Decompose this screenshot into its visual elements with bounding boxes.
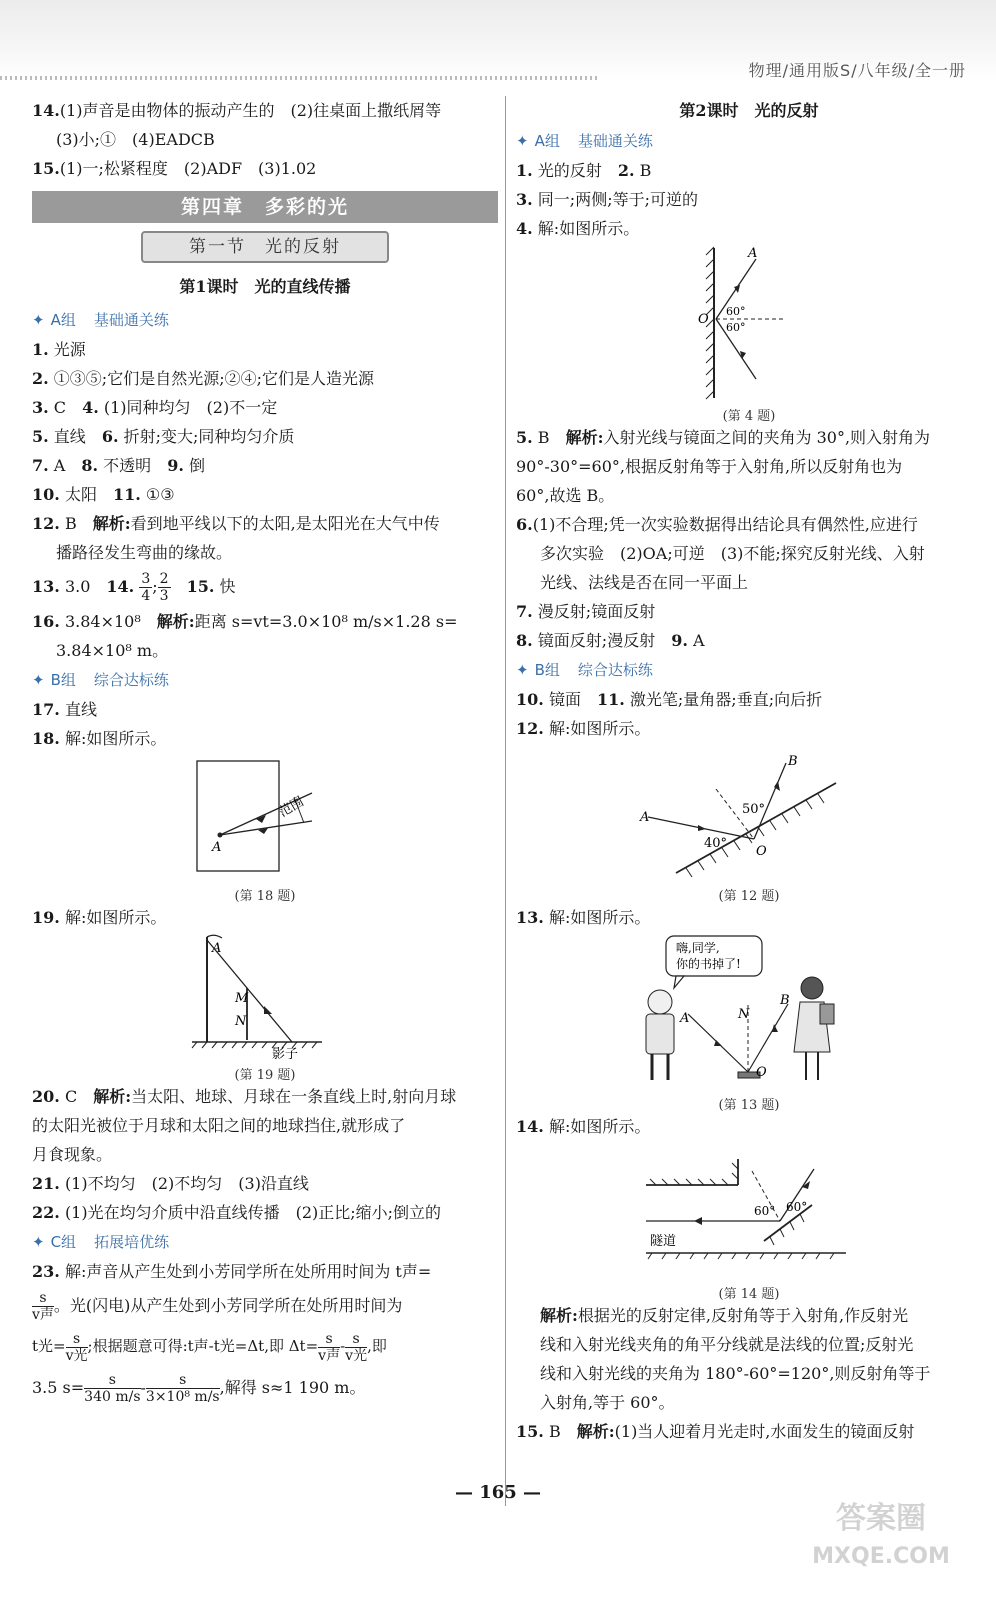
answer-r6-cont1: 多次实验 (2)OA;可逆 (3)不能;探究反射光线、入射 xyxy=(540,544,925,563)
svg-text:M: M xyxy=(235,991,249,1006)
answer-r5: 5. B 解析:入射光线与镜面之间的夹角为 30°,则入射角为 xyxy=(516,428,931,447)
group-b-header-right: ✦ B组 综合达标练 xyxy=(516,661,653,679)
answer-r14-cont2: 线和入射光线的夹角为 180°-60°=120°,则反射角等于 xyxy=(540,1364,931,1383)
answer-14: 14.(1)声音是由物体的振动产生的 (2)往桌面上撒纸屑等 xyxy=(32,101,442,120)
diamond-icon: ✦ xyxy=(516,661,529,679)
chapter-title: 第四章 多彩的光 xyxy=(32,191,498,223)
figure-12 xyxy=(516,743,982,903)
answer-1: 1. 光源 xyxy=(32,340,86,359)
answer-12-cont: 播路径发生弯曲的缘故。 xyxy=(56,543,233,562)
answer-r5-cont1: 90°-30°=60°,根据反射角等于入射角,所以反射角也为 xyxy=(516,457,903,476)
answer-12: 12. B 解析:看到地平线以下的太阳,是太阳光在大气中传 xyxy=(32,514,440,533)
answer-10-11: 10. 太阳 11. ①③ xyxy=(32,485,175,504)
answer-15: 15.(1)一;松紧程度 (2)ADF (3)1.02 xyxy=(32,159,317,178)
section-title: 第一节 光的反射 xyxy=(141,231,389,263)
fraction: $\frac{s}{340 m/s}$ xyxy=(84,1372,141,1405)
answer-21: 21. (1)不均匀 (2)不均匀 (3)沿直线 xyxy=(32,1174,309,1193)
left-column xyxy=(32,96,498,1410)
svg-text:N: N xyxy=(738,1007,750,1022)
answer-r6-cont2: 光线、法线是否在同一平面上 xyxy=(540,573,749,592)
answer-r13: 13. 解:如图所示。 xyxy=(516,908,651,927)
svg-text:O: O xyxy=(756,1065,767,1080)
answer-23-cont1: $\frac{s}{\text{v声}}$ 。光(闪电)从产生处到小芳同学所在处所用时间为 xyxy=(32,1290,403,1323)
answer-r7: 7. 漫反射;镜面反射 xyxy=(516,602,656,621)
figure-4 xyxy=(516,243,982,423)
answer-20-cont1: 的太阳光被位于月球和太阳之间的地球挡住,就形成了 xyxy=(32,1116,406,1135)
group-c-header: ✦ C组 拓展培优练 xyxy=(32,1233,170,1251)
answer-r4: 4. 解:如图所示。 xyxy=(516,219,640,238)
lesson-2-title: 第2课时 光的反射 xyxy=(679,101,819,120)
figure-13-caption: (第 13 题) xyxy=(718,1098,780,1113)
svg-text:隧道: 隧道 xyxy=(650,1234,677,1249)
svg-text:60°: 60° xyxy=(786,1200,808,1214)
group-a-header: ✦ A组 基础通关练 xyxy=(32,311,169,329)
answer-r6: 6.(1)不合理;凭一次实验数据得出结论具有偶然性,应进行 xyxy=(516,515,918,534)
group-a-header-right: ✦ A组 基础通关练 xyxy=(516,132,653,150)
answer-23-cont3: 3.5 s= $\frac{s}{340 m/s}$ - $\frac{s}{\text{3×10⁸ m/s}}$ ,解得 s≈1 190 m。 xyxy=(32,1372,366,1405)
answer-19: 19. 解:如图所示。 xyxy=(32,908,167,927)
figure-12-diagram xyxy=(516,743,982,883)
figure-4-caption: (第 4 题) xyxy=(722,409,776,424)
answer-18: 18. 解:如图所示。 xyxy=(32,729,167,748)
svg-text:60°: 60° xyxy=(726,305,746,318)
figure-19-caption: (第 19 题) xyxy=(234,1068,296,1083)
answer-2: 2. ①③⑤;它们是自然光源;②④;它们是人造光源 xyxy=(32,369,374,388)
answer-16-cont: 3.84×10⁸ m。 xyxy=(56,641,169,660)
answer-r14-cont1: 线和入射光线夹角的角平分线就是法线的位置;反射光 xyxy=(540,1335,914,1354)
figure-18-caption: (第 18 题) xyxy=(234,889,296,904)
diamond-icon: ✦ xyxy=(32,1233,45,1251)
figure-14 xyxy=(516,1141,982,1301)
answer-17: 17. 直线 xyxy=(32,700,97,719)
diamond-icon: ✦ xyxy=(516,132,529,150)
group-b-header: ✦ B组 综合达标练 xyxy=(32,671,169,689)
figure-12-caption: (第 12 题) xyxy=(718,889,780,904)
svg-text:40°: 40° xyxy=(704,836,728,851)
figure-14-diagram xyxy=(516,1141,982,1281)
watermark-text: 答案圈 xyxy=(836,1501,926,1536)
answer-r14-analysis: 解析:根据光的反射定律,反射角等于入射角,作反射光 xyxy=(540,1306,909,1325)
answer-r8-9: 8. 镜面反射;漫反射 9. A xyxy=(516,631,705,650)
svg-text:O: O xyxy=(698,312,709,327)
answer-5-6: 5. 直线 6. 折射;变大;同种均匀介质 xyxy=(32,427,295,446)
watermark-url: MXQE.COM xyxy=(812,1544,950,1569)
figure-19-diagram xyxy=(32,932,498,1062)
svg-text:60°: 60° xyxy=(726,321,746,334)
figure-18-diagram xyxy=(32,753,498,883)
watermark-logo xyxy=(786,1500,976,1580)
answer-7-9: 7. A 8. 不透明 9. 倒 xyxy=(32,456,206,475)
answer-r10-11: 10. 镜面 11. 激光笔;量角器;垂直;向后折 xyxy=(516,690,823,709)
running-header: 物理/通用版S/八年级/全一册 xyxy=(748,61,966,80)
answer-22: 22. (1)光在均匀介质中沿直线传播 (2)正比;缩小;倒立的 xyxy=(32,1203,442,1222)
figure-19 xyxy=(32,932,498,1082)
figure-18 xyxy=(32,753,498,903)
svg-text:O: O xyxy=(756,844,767,859)
svg-text:范围: 范围 xyxy=(276,794,307,821)
lesson-title: 第1课时 光的直线传播 xyxy=(179,277,351,296)
svg-text:影子: 影子 xyxy=(272,1047,299,1062)
answer-20-cont2: 月食现象。 xyxy=(32,1145,113,1164)
fraction: $\frac{2}{3}$ xyxy=(159,571,169,604)
svg-text:A: A xyxy=(212,840,222,855)
answer-16: 16. 3.84×10⁸ 解析:距离 s=vt=3.0×10⁸ m/s×1.28 s= xyxy=(32,612,458,631)
svg-text:你的书掉了!: 你的书掉了! xyxy=(676,957,741,971)
right-column xyxy=(516,96,982,1446)
answer-r14-cont3: 入射角,等于 60°。 xyxy=(540,1393,675,1412)
answer-20: 20. C 解析:当太阳、地球、月球在一条直线上时,射向月球 xyxy=(32,1087,457,1106)
page-number: — 165 — xyxy=(454,1482,542,1503)
svg-text:A: A xyxy=(680,1011,690,1026)
answer-r12: 12. 解:如图所示。 xyxy=(516,719,651,738)
answer-r5-cont2: 60°,故选 B。 xyxy=(516,486,615,505)
answer-13-15: 13. 3.0 14. $\frac{3}{4}$ ; $\frac{2}{3}$ 15. 快 xyxy=(32,571,236,604)
answer-r1-2: 1. 光的反射 2. B xyxy=(516,161,652,180)
answer-3-4: 3. C 4. (1)同种均匀 (2)不一定 xyxy=(32,398,278,417)
fraction: $\frac{s}{\text{v光}}$ xyxy=(65,1330,88,1364)
fraction: $\frac{s}{\text{3×10⁸ m/s}}$ xyxy=(145,1372,220,1405)
answer-23-cont2: t光= $\frac{s}{\text{v光}}$ ;根据题意可得:t声-t光=Δt,即 Δt= $\frac{s}{\text{v声}}$ - $\frac{s}{\text{v光}}$ ,即 xyxy=(32,1330,387,1364)
fraction: $\frac{3}{4}$ xyxy=(141,571,151,604)
column-divider xyxy=(505,96,506,1506)
svg-text:A: A xyxy=(748,246,758,261)
diamond-icon: ✦ xyxy=(32,311,45,329)
svg-text:B: B xyxy=(780,993,790,1008)
answer-r14: 14. 解:如图所示。 xyxy=(516,1117,651,1136)
figure-13 xyxy=(516,932,982,1112)
answer-r15: 15. B 解析:(1)当人迎着月光走时,水面发生的镜面反射 xyxy=(516,1422,915,1441)
figure-4-diagram xyxy=(516,243,982,403)
svg-text:60°: 60° xyxy=(754,1204,776,1218)
answer-23: 23. 解:声音从产生处到小芳同学所在处所用时间为 t声= xyxy=(32,1262,432,1281)
figure-13-diagram xyxy=(516,932,982,1092)
fraction: $\frac{s}{\text{v声}}$ xyxy=(32,1290,54,1323)
svg-text:N: N xyxy=(235,1014,247,1029)
figure-14-caption: (第 14 题) xyxy=(718,1287,780,1302)
diamond-icon: ✦ xyxy=(32,671,45,689)
svg-text:B: B xyxy=(788,754,798,769)
svg-text:嗨,同学,: 嗨,同学, xyxy=(676,941,720,955)
answer-14-cont: (3)小;① (4)EADCB xyxy=(56,130,215,149)
fraction: $\frac{s}{\text{v光}}$ xyxy=(345,1330,368,1364)
svg-text:A: A xyxy=(640,810,650,825)
svg-text:50°: 50° xyxy=(742,802,766,817)
fraction: $\frac{s}{\text{v声}}$ xyxy=(318,1330,341,1364)
answer-r3: 3. 同一;两侧;等于;可逆的 xyxy=(516,190,698,209)
svg-text:A: A xyxy=(212,941,222,956)
header-dots xyxy=(0,76,600,80)
